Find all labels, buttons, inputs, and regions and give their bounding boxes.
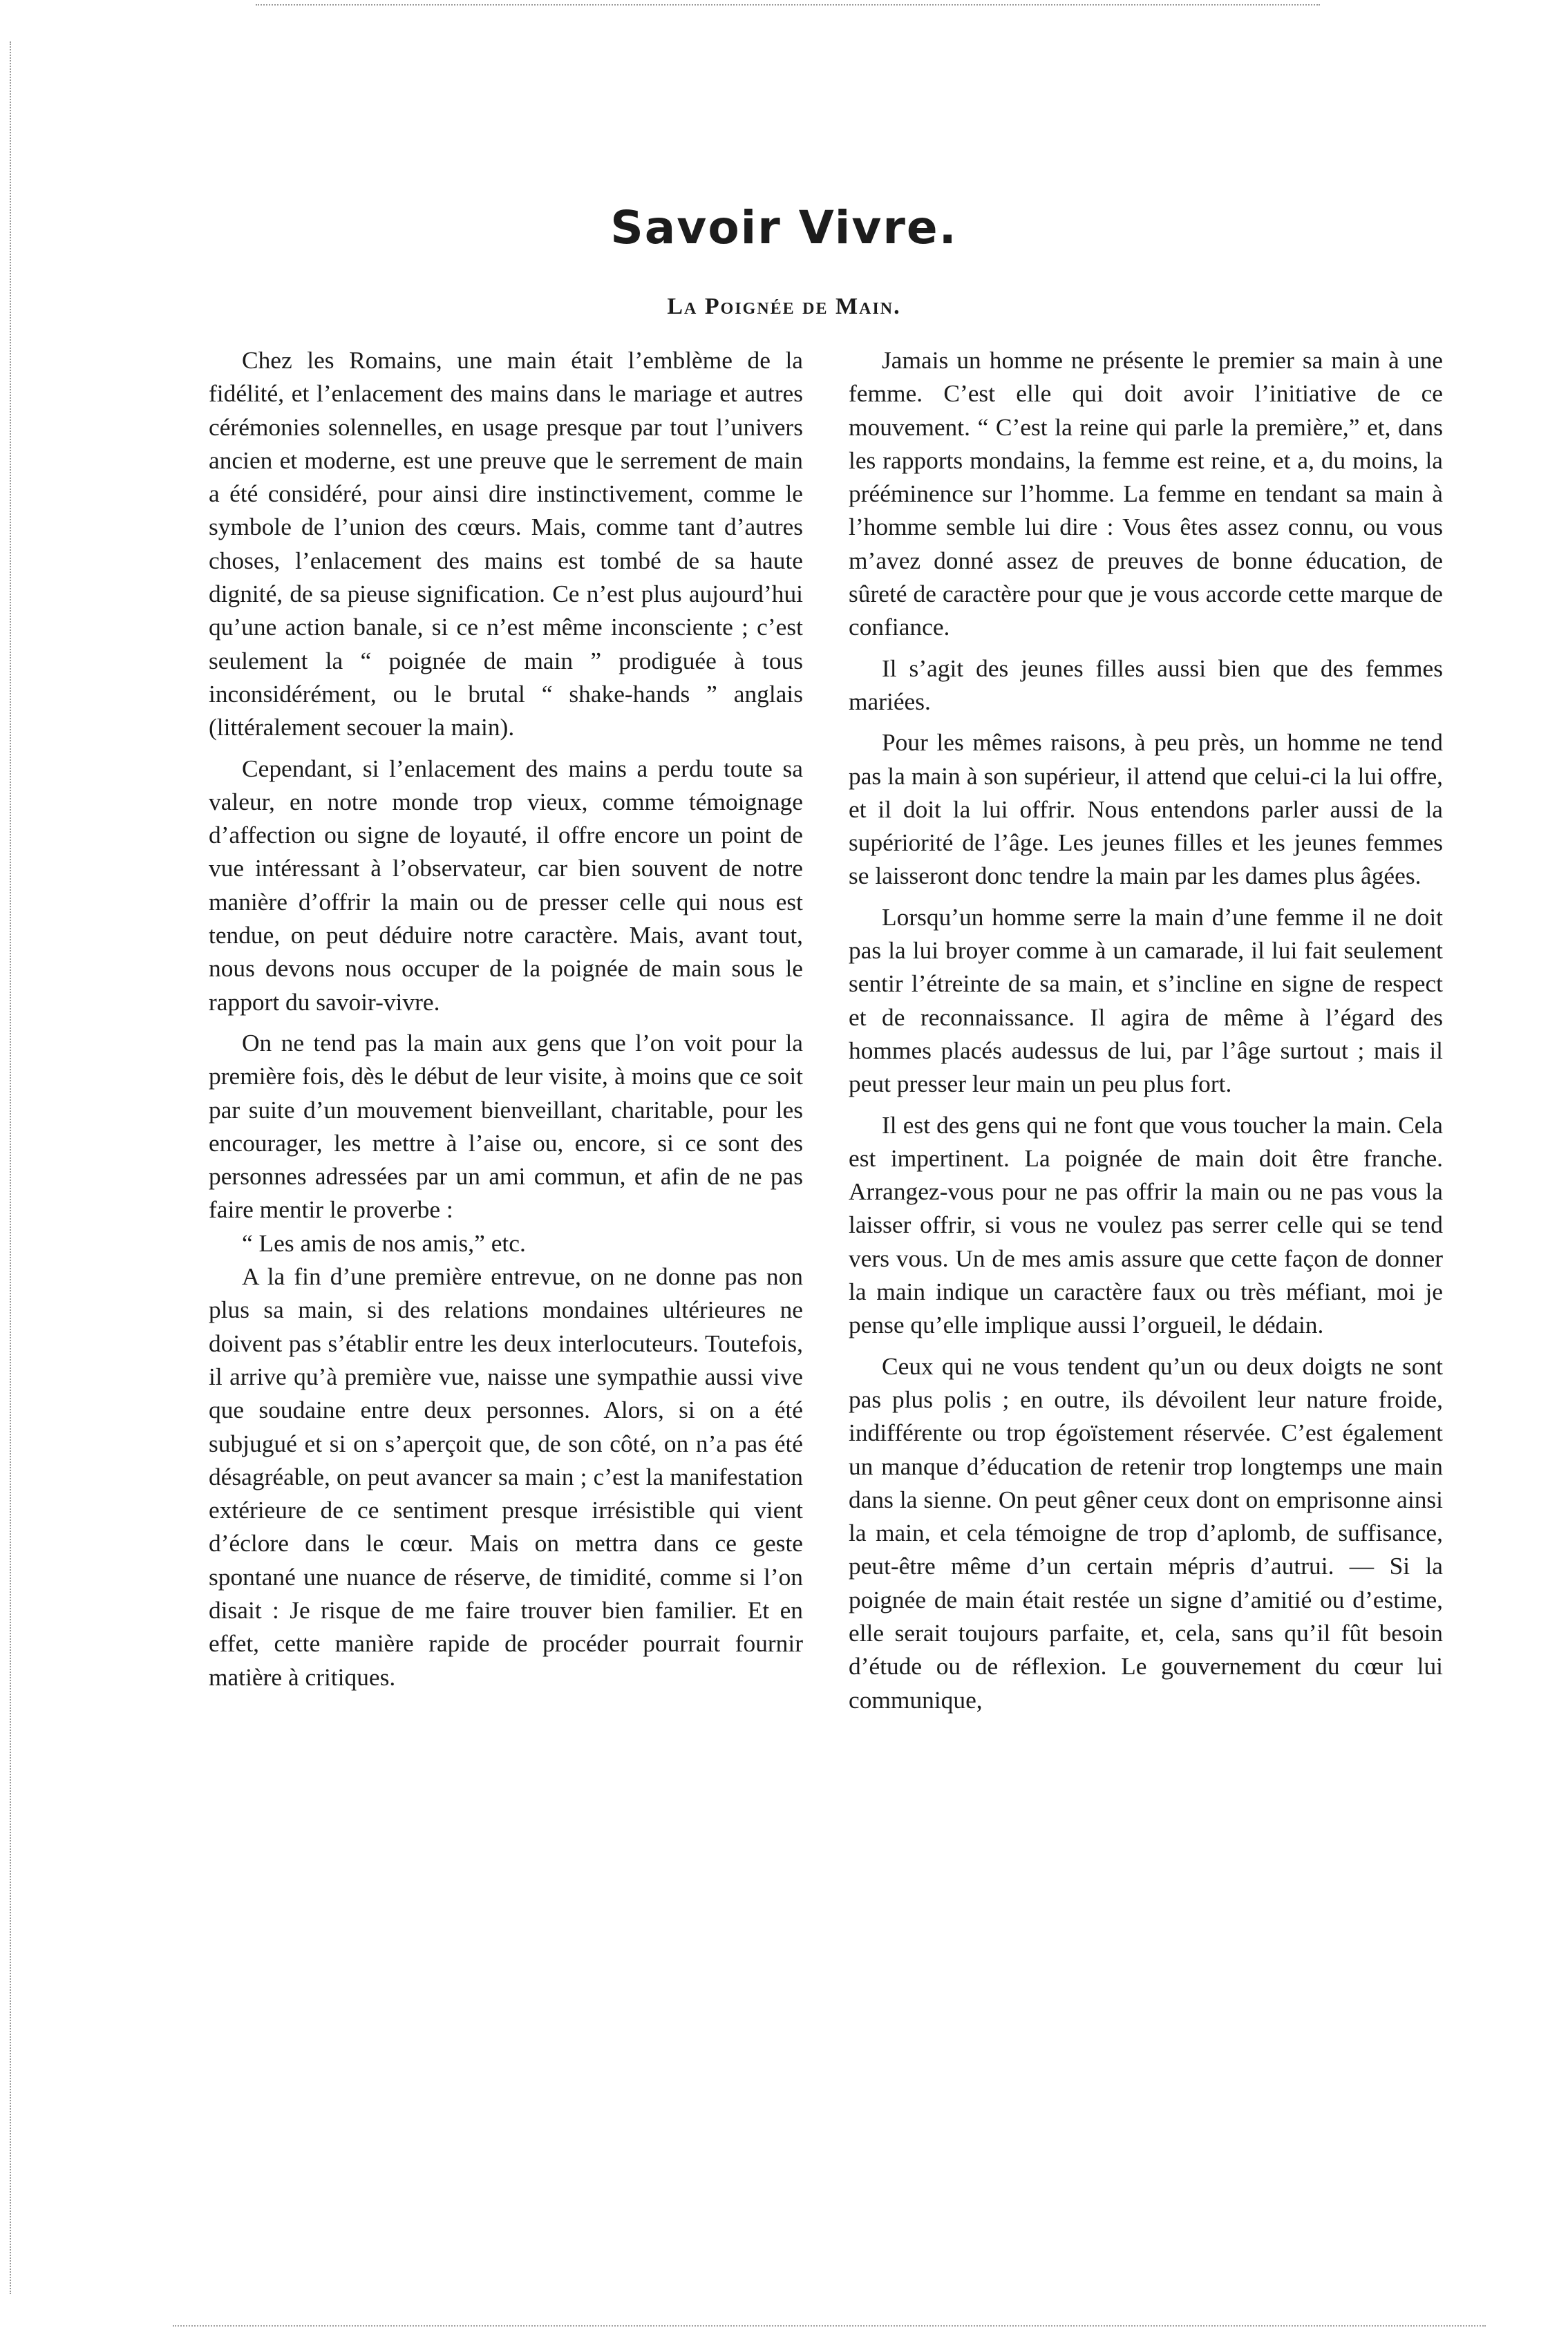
paragraph: On ne tend pas la main aux gens que l’on voit pour la première fois, dès le début de leur visite, à moins que ce soit par suite d’un mouvement bienveillant, charitable, pour les encourager, les mettre à l’aise ou, encore, si ce sont des personnes adressées par un ami commun, et afin de ne pas faire mentir le proverbe : (209, 1028, 803, 1224)
left-column (209, 343, 803, 1694)
proverb-quote: “ Les amis de nos amis,” etc. (242, 1229, 526, 1257)
right-column (849, 343, 1443, 1716)
paragraph: Cependant, si l’enlacement des mains a perdu toute sa valeur, en notre monde trop vieux, comme témoignage d’affection ou signe de loyauté, il offre encore un point de vue intéressant à l’observateur, car bien souvent de notre manière d’offrir la main ou de presser celle qui nous est tendue, on peut déduire notre caractère. Mais, avant tout, nous devons nous occuper de la poignée de main sous le rapport du savoir-vivre. (209, 754, 803, 1016)
paragraph: Pour les mêmes raisons, à peu près, un homme ne tend pas la main à son supérieur, il attend que celui-ci la lui offre, et il doit la lui offrir. Nous entendons parler aussi de la supériorité de l’âge. Les jeunes filles et les jeunes femmes se laisseront donc tendre la main par les dames plus âgées. (849, 728, 1443, 890)
paragraph: Il est des gens qui ne font que vous toucher la main. Cela est impertinent. La poignée de main doit être franche. Arrangez-vous pour ne pas offrir la main ou ne pas vous la laisser offrir, si vous ne voulez pas serrer celle qui se tend vers vous. Un de mes amis assure que cette façon de donner la main indique un caractère faux ou très méfiant, moi je pense qu’elle implique aussi l’orgueil, le dédain. (849, 1110, 1443, 1339)
scan-edge-bottom (173, 2325, 1486, 2327)
scan-edge-top (256, 4, 1320, 6)
article-title: Savoir Vivre. (610, 201, 958, 254)
paragraph: Chez les Romains, une main était l’emblème de la fidélité, et l’enlacement des mains dans le mariage et autres cérémonies solennelles, en usage presque par tout l’univers ancien et moderne, est une preuve que le serrement de main a été considéré, pour ainsi dire instinctivement, comme le symbole de l’union des cœurs. Mais, comme tant d’autres choses, l’enlacement des mains est tombé de sa haute dignité, de sa pieuse signification. Ce n’est plus aujourd’hui qu’une action banale, si ce n’est même inconsciente ; c’est seulement la “ poignée de main ” prodiguée à tous inconsidérément, ou le brutal “ shake-hands ” anglais (littéralement secouer la main). (209, 346, 803, 741)
paragraph: Jamais un homme ne présente le premier sa main à une femme. C’est elle qui doit avoir l’initiative de ce mouvement. “ C’est la reine qui parle la première,” et, dans les rapports mondains, la femme est reine, et a, du moins, la prééminence sur l’homme. La femme en tendant sa main à l’homme semble lui dire : Vous êtes assez connu, ou vous m’avez donné assez de preuves de bonne éducation, de sûreté de caractère pour que je vous accorde cette marque de confiance. (849, 346, 1443, 641)
paragraph: Ceux qui ne vous tendent qu’un ou deux doigts ne sont pas plus polis ; en outre, ils dévoilent leur nature froide, indifférente ou trop égoïstement réservée. C’est également un manque d’éducation de retenir trop longtemps une main dans la sienne. On peut gêner ceux dont on emprisonne ainsi la main, et cela témoigne de trop d’aplomb, de suffisance, peut-être même d’un certain mépris d’autrui. — Si la poignée de main était restée un signe d’amitié ou d’estime, elle serait toujours parfaite, et, cela, sans qu’il fût besoin d’étude ou de réflexion. Le gouvernement du cœur lui communique, (849, 1352, 1443, 1714)
paragraph: Il s’agit des jeunes filles aussi bien que des femmes mariées. (849, 654, 1443, 715)
scan-edge-left (10, 41, 11, 2294)
article-subtitle: La Poignée de Main. (667, 294, 901, 319)
paragraph: A la fin d’une première entrevue, on ne donne pas non plus sa main, si des relations mondaines ultérieures ne doivent pas s’établir entre les deux interlocuteurs. Toutefois, il arrive qu’à première vue, naisse une sympathie aussi vive que soudaine entre deux personnes. Alors, si on a été subjugué et si on s’aperçoit que, de son côté, on n’a pas été désagréable, on peut avancer sa main ; c’est la manifestation extérieure de ce sentiment presque irrésistible qui vient d’éclore dans le cœur. Mais on mettra dans ce geste spontané une nuance de réserve, de timidité, comme si l’on disait : Je risque de me faire trouver bien familier. Et en effet, cette manière rapide de procéder pourrait fournir matière à critiques. (209, 1262, 803, 1691)
paragraph: Lorsqu’un homme serre la main d’une femme il ne doit pas la lui broyer comme à un camarade, il lui fait seulement sentir l’étreinte de sa main, et s’incline en signe de respect et de reconnaissance. Il agira de même à l’égard des hommes placés audessus de lui, par l’âge surtout ; mais il peut presser leur main un peu plus fort. (849, 902, 1443, 1098)
